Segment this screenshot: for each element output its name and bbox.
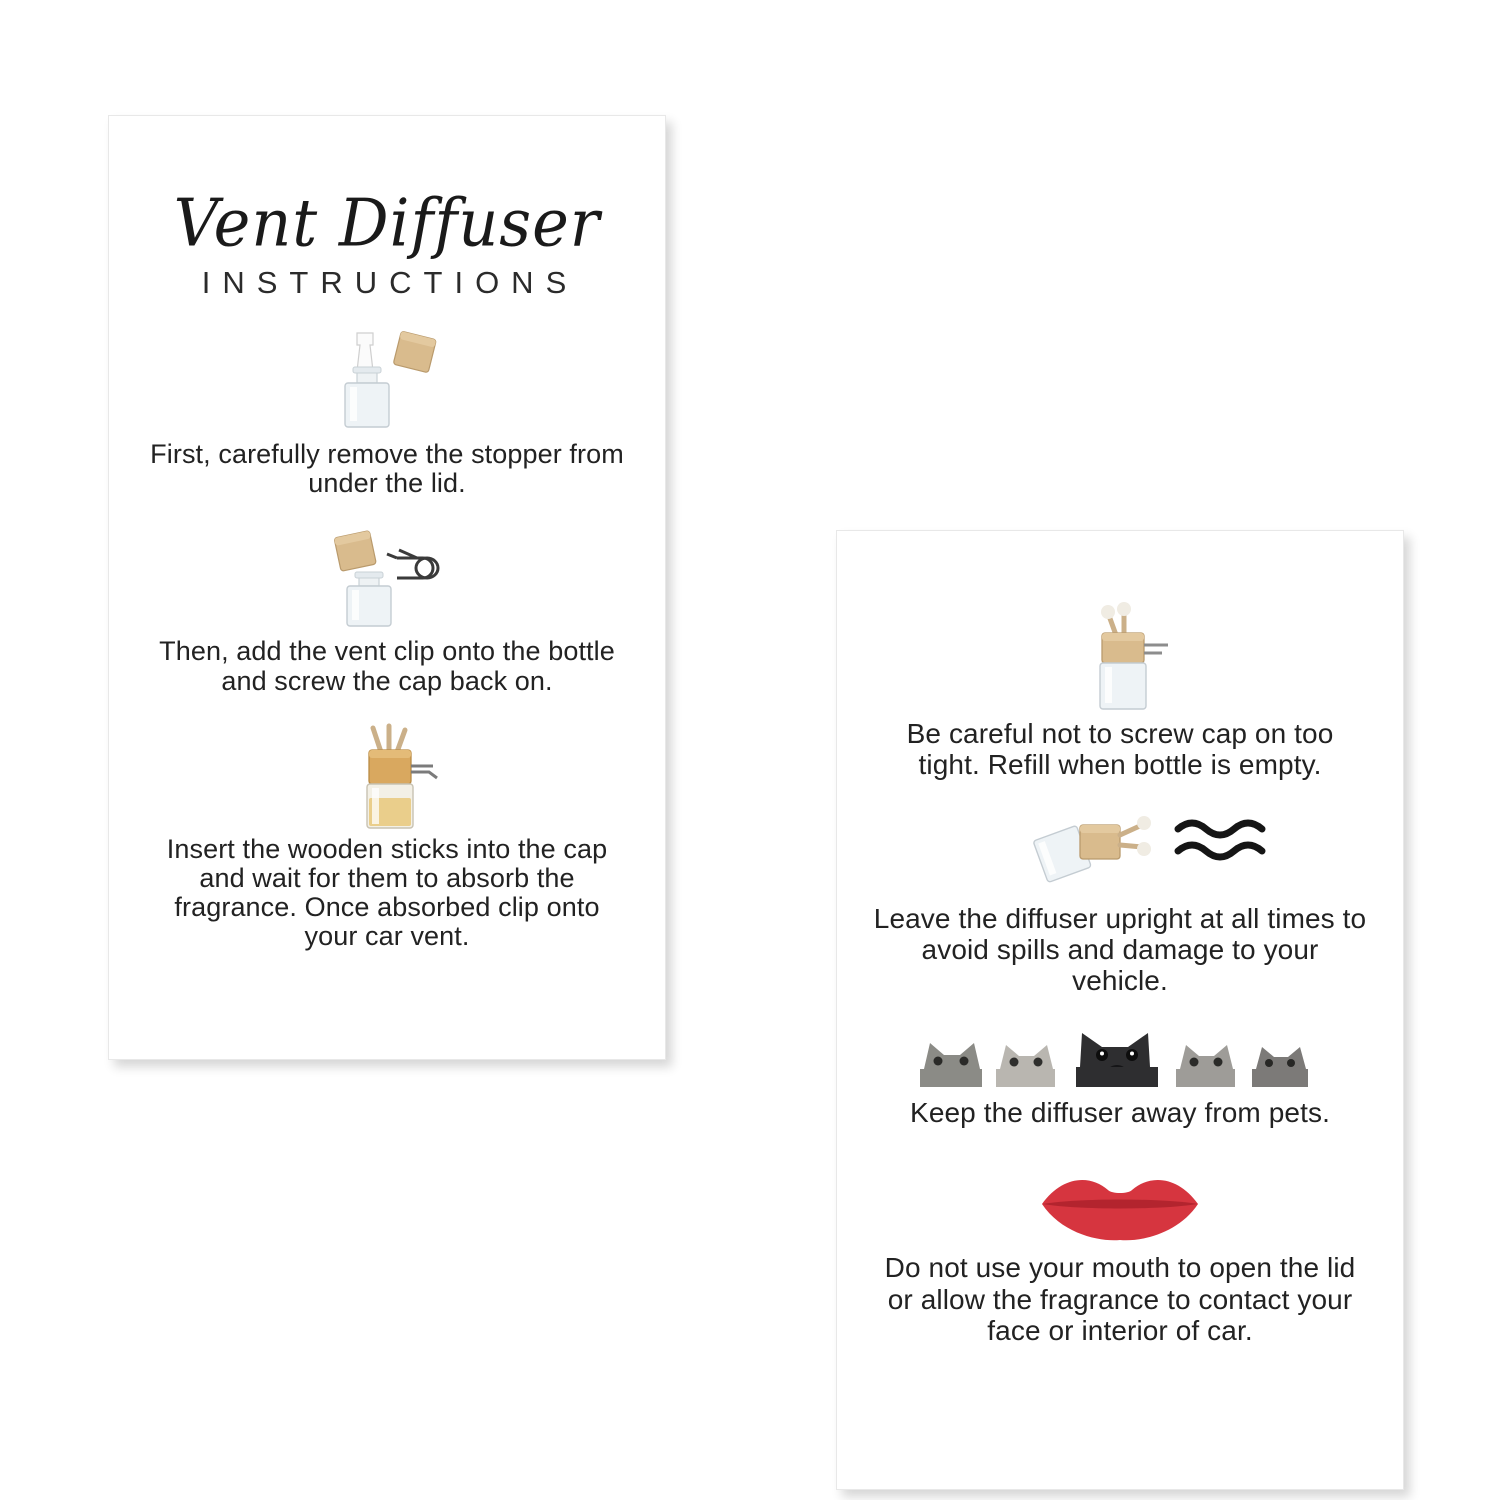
step-item — [867, 1019, 1373, 1128]
step-item — [143, 524, 631, 695]
step-item — [143, 722, 631, 952]
tipped-diffuser-spill-icon — [910, 803, 1330, 895]
upright-diffuser-icon — [1000, 605, 1240, 710]
step-item — [867, 1168, 1373, 1346]
step-text: Insert the wooden sticks into the cap and wait for them to absorb the fragrance. Once absorbed clip onto your car vent. — [166, 833, 608, 952]
assembled-diffuser-with-sticks-icon — [267, 722, 507, 827]
red-lips-icon — [1010, 1168, 1230, 1244]
step-text: Leave the diffuser upright at all times to avoid spills and damage to your vehicle. — [873, 902, 1367, 997]
step-item — [143, 327, 631, 498]
step-item — [867, 803, 1373, 997]
step-item — [867, 605, 1373, 781]
page-subtitle: INSTRUCTIONS — [201, 265, 579, 301]
page-title: Vent Diffuser — [173, 183, 601, 262]
step-text: First, carefully remove the stopper from under the lid. — [150, 439, 624, 499]
step-text: Keep the diffuser away from pets. — [910, 1096, 1330, 1128]
instruction-card-front — [108, 115, 666, 1060]
instruction-card-back — [836, 530, 1404, 1490]
step-text: Then, add the vent clip onto the bottle and screw the cap back on. — [159, 636, 615, 696]
pets-peeking-icon — [890, 1019, 1350, 1089]
bottle-with-stopper-and-cap-icon — [267, 327, 507, 432]
step-text: Do not use your mouth to open the lid or allow the fragrance to contact your face or interior of car. — [884, 1252, 1356, 1346]
step-text: Be careful not to screw cap on too tight. Refill when bottle is empty. — [906, 718, 1334, 781]
bottle-with-cap-and-vent-clip-icon — [267, 524, 507, 629]
